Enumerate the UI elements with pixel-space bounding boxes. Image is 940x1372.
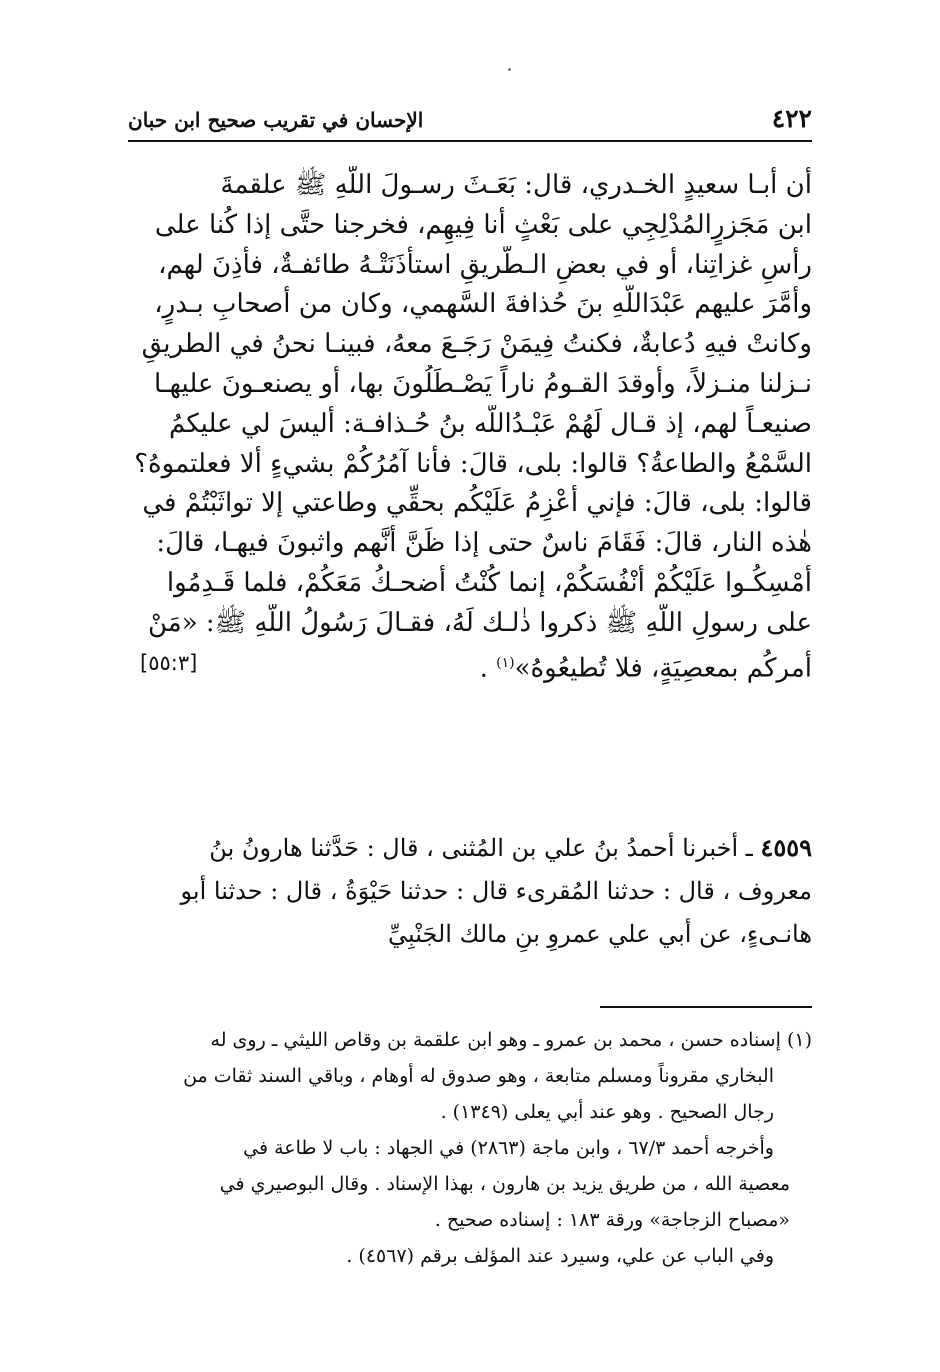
text-line: نـزلنا منـزلاً، وأوقدَ القـومُ ناراً يَصْـطَلُونَ بها، أو يصنعـونَ عليهـا <box>154 368 812 399</box>
running-title: الإحسان في تقريب صحيح ابن حبان <box>128 108 424 132</box>
last-line-text: أمركُم بمعصِيَةٍ، فلا تُطيعُوهُ» <box>514 653 812 684</box>
footnote-ref: (١) <box>496 654 515 671</box>
text-line: السَّمْعُ والطاعةُ؟ قالوا: بلى، قالَ: فأنا آمُرُكُمْ بشيءٍ ألا فعلتموهُ؟ <box>134 448 812 479</box>
footnotes <box>128 1022 812 1274</box>
scan-speck <box>508 68 511 71</box>
hadith-line <box>128 826 812 870</box>
text-line: رأسِ غزاتِنا، أو في بعضِ الـطَّريقِ استأذَنَتْـهُ طائفـةٌ، فأَذِنَ لهم، <box>158 249 812 280</box>
page-number: ٤٢٢ <box>771 104 812 133</box>
text-line: على رسولِ اللَّهِ ﷺ ذكروا ذٰلـك لَهُ، فقـالَ رَسُولُ اللَّهِ ﷺ: «مَنْ <box>148 607 812 638</box>
footnote-separator <box>600 1006 812 1008</box>
hadith-text: ـ أخبرنا أحمدُ بنُ علي بن المُثنى ، قال : حَدَّثنا هارونُ بنُ <box>209 834 753 862</box>
footnote-line: معصية الله ، من طريق يزيد بن هارون ، بهذا الإسناد . وقال البوصيري في <box>219 1173 790 1195</box>
text-line: أن أبـا سعيدٍ الخـدري، قال: بَعَـثَ رسـولَ اللَّهِ ﷺ علقمةَ <box>220 170 812 200</box>
text-line-final <box>480 644 812 689</box>
footnote-line: «مصباح الزجاجة» ورقة ١٨٣ : إسناده صحيح . <box>434 1209 790 1231</box>
footnote-line: البخاري مقروناً ومسلم متابعة ، وهو صدوق له أوهام ، وباقي السند ثقات من <box>183 1065 774 1087</box>
text-line: قالوا: بلى، قالَ: فإني أَعْزِمُ عَلَيْكُم بحقِّي وطاعتي إلا تواثَبْتُمْ في <box>142 488 812 519</box>
text-line: أمْسِكُـوا عَلَيْكُمْ أَنْفُسَكُمْ، إنما كُنْتُ أضحـكُ مَعَكُمْ، فلما قَـدِمُوا <box>166 567 812 598</box>
footnote-line <box>128 1022 812 1058</box>
hadith-line: هانـىءٍ، عن أبي علي عمروِ بنِ مالك الجَنْبِيِّ <box>388 920 812 948</box>
text-line: هٰذه النار، قالَ: فَقَامَ ناسٌ حتى إذا ظَنَّ أنَّهم واثبونَ فيهـا، قالَ: <box>156 528 812 559</box>
text-line: صنيعـاً لهم، إذ قـال لَهُمْ عَبْـدُاللَّه بنُ حُـذافـة: أليسَ لي عليكمُ <box>169 408 812 439</box>
text-line: ابن مَجَزرٍالمُدْلِجِي على بَعْثٍ أنا فِيهِم، فخرجنا حتَّى إذا كُنا على <box>154 209 812 240</box>
hadith-entry <box>128 826 812 956</box>
hadith-number: ٤٥٥٩ <box>760 833 812 862</box>
footnote-line: رجال الصحيح . وهو عند أبي يعلى (١٣٤٩) . <box>440 1101 774 1123</box>
footnote-paragraph <box>128 1130 812 1238</box>
header-rule <box>128 140 812 142</box>
source-reference: [٥٥:٣] <box>140 650 198 675</box>
text-line: وأمَّرَ عليهم عَبْدَاللَّهِ بنَ حُذافةَ السَّهمي، وكان من أصحابِ بـدرٍ، <box>154 289 812 320</box>
footnote-paragraph <box>128 1022 812 1130</box>
page-header <box>128 102 812 138</box>
main-text <box>128 166 812 689</box>
text-line: وكانتْ فيهِ دُعابةٌ، فكنتُ فِيمَنْ رَجَـعَ معهُ، فبينـا نحنُ في الطريقِ <box>141 329 812 360</box>
hadith-line: معروف ، قال : حدثنا المُقرىء قال : حدثنا حَيْوَةُ ، قال : حدثنا أبو <box>180 877 812 905</box>
footnote-text: إسناده حسن ، محمد بن عمرو ـ وهو ابن علقمة بن وقاص الليثي ـ روى له <box>210 1029 781 1051</box>
footnote-label: (١) <box>786 1029 812 1051</box>
footnote-paragraph <box>128 1238 812 1274</box>
footnote-line: وفي الباب عن علي، وسيرد عند المؤلف برقم (٤٥٦٧) . <box>346 1245 774 1267</box>
last-line-end: . <box>479 653 497 684</box>
footnote-line: وأخرجه أحمد ٦٧/٣ ، وابن ماجة (٢٨٦٣) في الجهاد : باب لا طاعة في <box>243 1137 774 1159</box>
text-line-last <box>128 644 812 689</box>
